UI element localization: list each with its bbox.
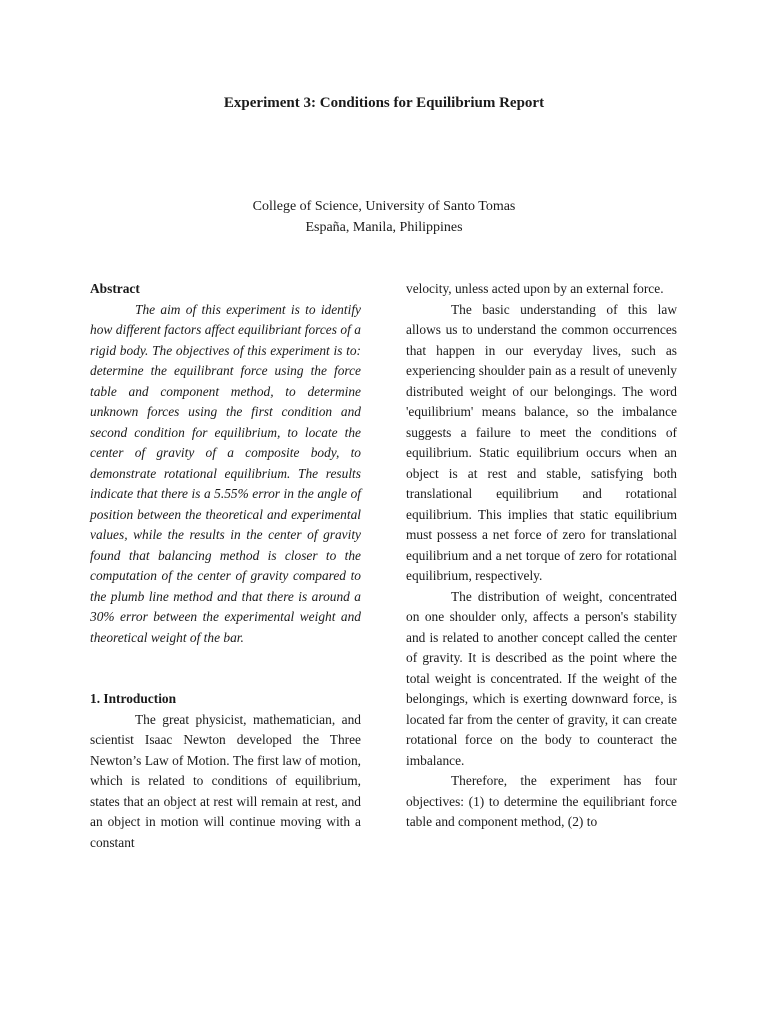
introduction-paragraph-1: The great physicist, mathematician, and scientist Isaac Newton developed the Three Newton’s Law of Motion. The first law of motion, which is related to conditions of equilibrium, states that an object at rest will remain at rest, and an object in motion will continue moving with a constant [90, 711, 361, 850]
abstract-text: The aim of this experiment is to identify how different factors affect equilibriant forces of a rigid body. The objectives of this experiment is to: determine the equilibrant force using the force table and component method, to determine unknown forces using the first condition and second condition for equilibrium, to locate the center of gravity of a composite body, to demonstrate rotational equilibrium. The results indicate that there is a 5.55% error in the angle of position between the theoretical and experimental values, while the results in the center of gravity found that balancing method is closer to the computation of the center of gravity compared to the plumb line method and that there is around a 30% error between the experimental weight and theoretical weight of the bar. [90, 301, 361, 645]
introduction-paragraph-4: Therefore, the experiment has four objectives: (1) to determine the equilibriant force table and component method, (2) to [406, 773, 677, 829]
affiliation-line-1: College of Science, University of Santo Tomas [252, 199, 516, 214]
left-column [90, 279, 361, 853]
section-gap [90, 648, 361, 689]
introduction-heading: 1. Introduction [90, 691, 177, 706]
introduction-paragraph-3: The distribution of weight, concentrated on one shoulder only, affects a person's stability and is related to another concept called the center of gravity. It is described as the point where the total weight is concentrated. If the weight of the belongings, which is exerting downward force, is located far from the center of gravity, it can create rotational force on the body to counteract the imbalance. [406, 588, 677, 768]
abstract-heading: Abstract [90, 281, 140, 296]
right-column [406, 279, 677, 833]
affiliation-line-2: España, Manila, Philippines [305, 220, 463, 235]
affiliation [0, 196, 768, 238]
paper-title: Experiment 3: Conditions for Equilibrium Report [223, 95, 545, 111]
introduction-paragraph-2: The basic understanding of this law allows us to understand the common occurrences that happen in our everyday lives, such as experiencing shoulder pain as a result of unevenly distributed weight of our belongings. The word 'equilibrium' means balance, so the imbalance suggests a failure to meet the conditions of equilibrium. Static equilibrium occurs when an object is at rest and stable, satisfying both translational equilibrium and rotational equilibrium. This implies that static equilibrium must possess a net force of zero for translational equilibrium and a net torque of zero for rotational equilibrium, respectively. [406, 301, 677, 583]
introduction-paragraph-1-continued: velocity, unless acted upon by an external force. [406, 281, 664, 296]
